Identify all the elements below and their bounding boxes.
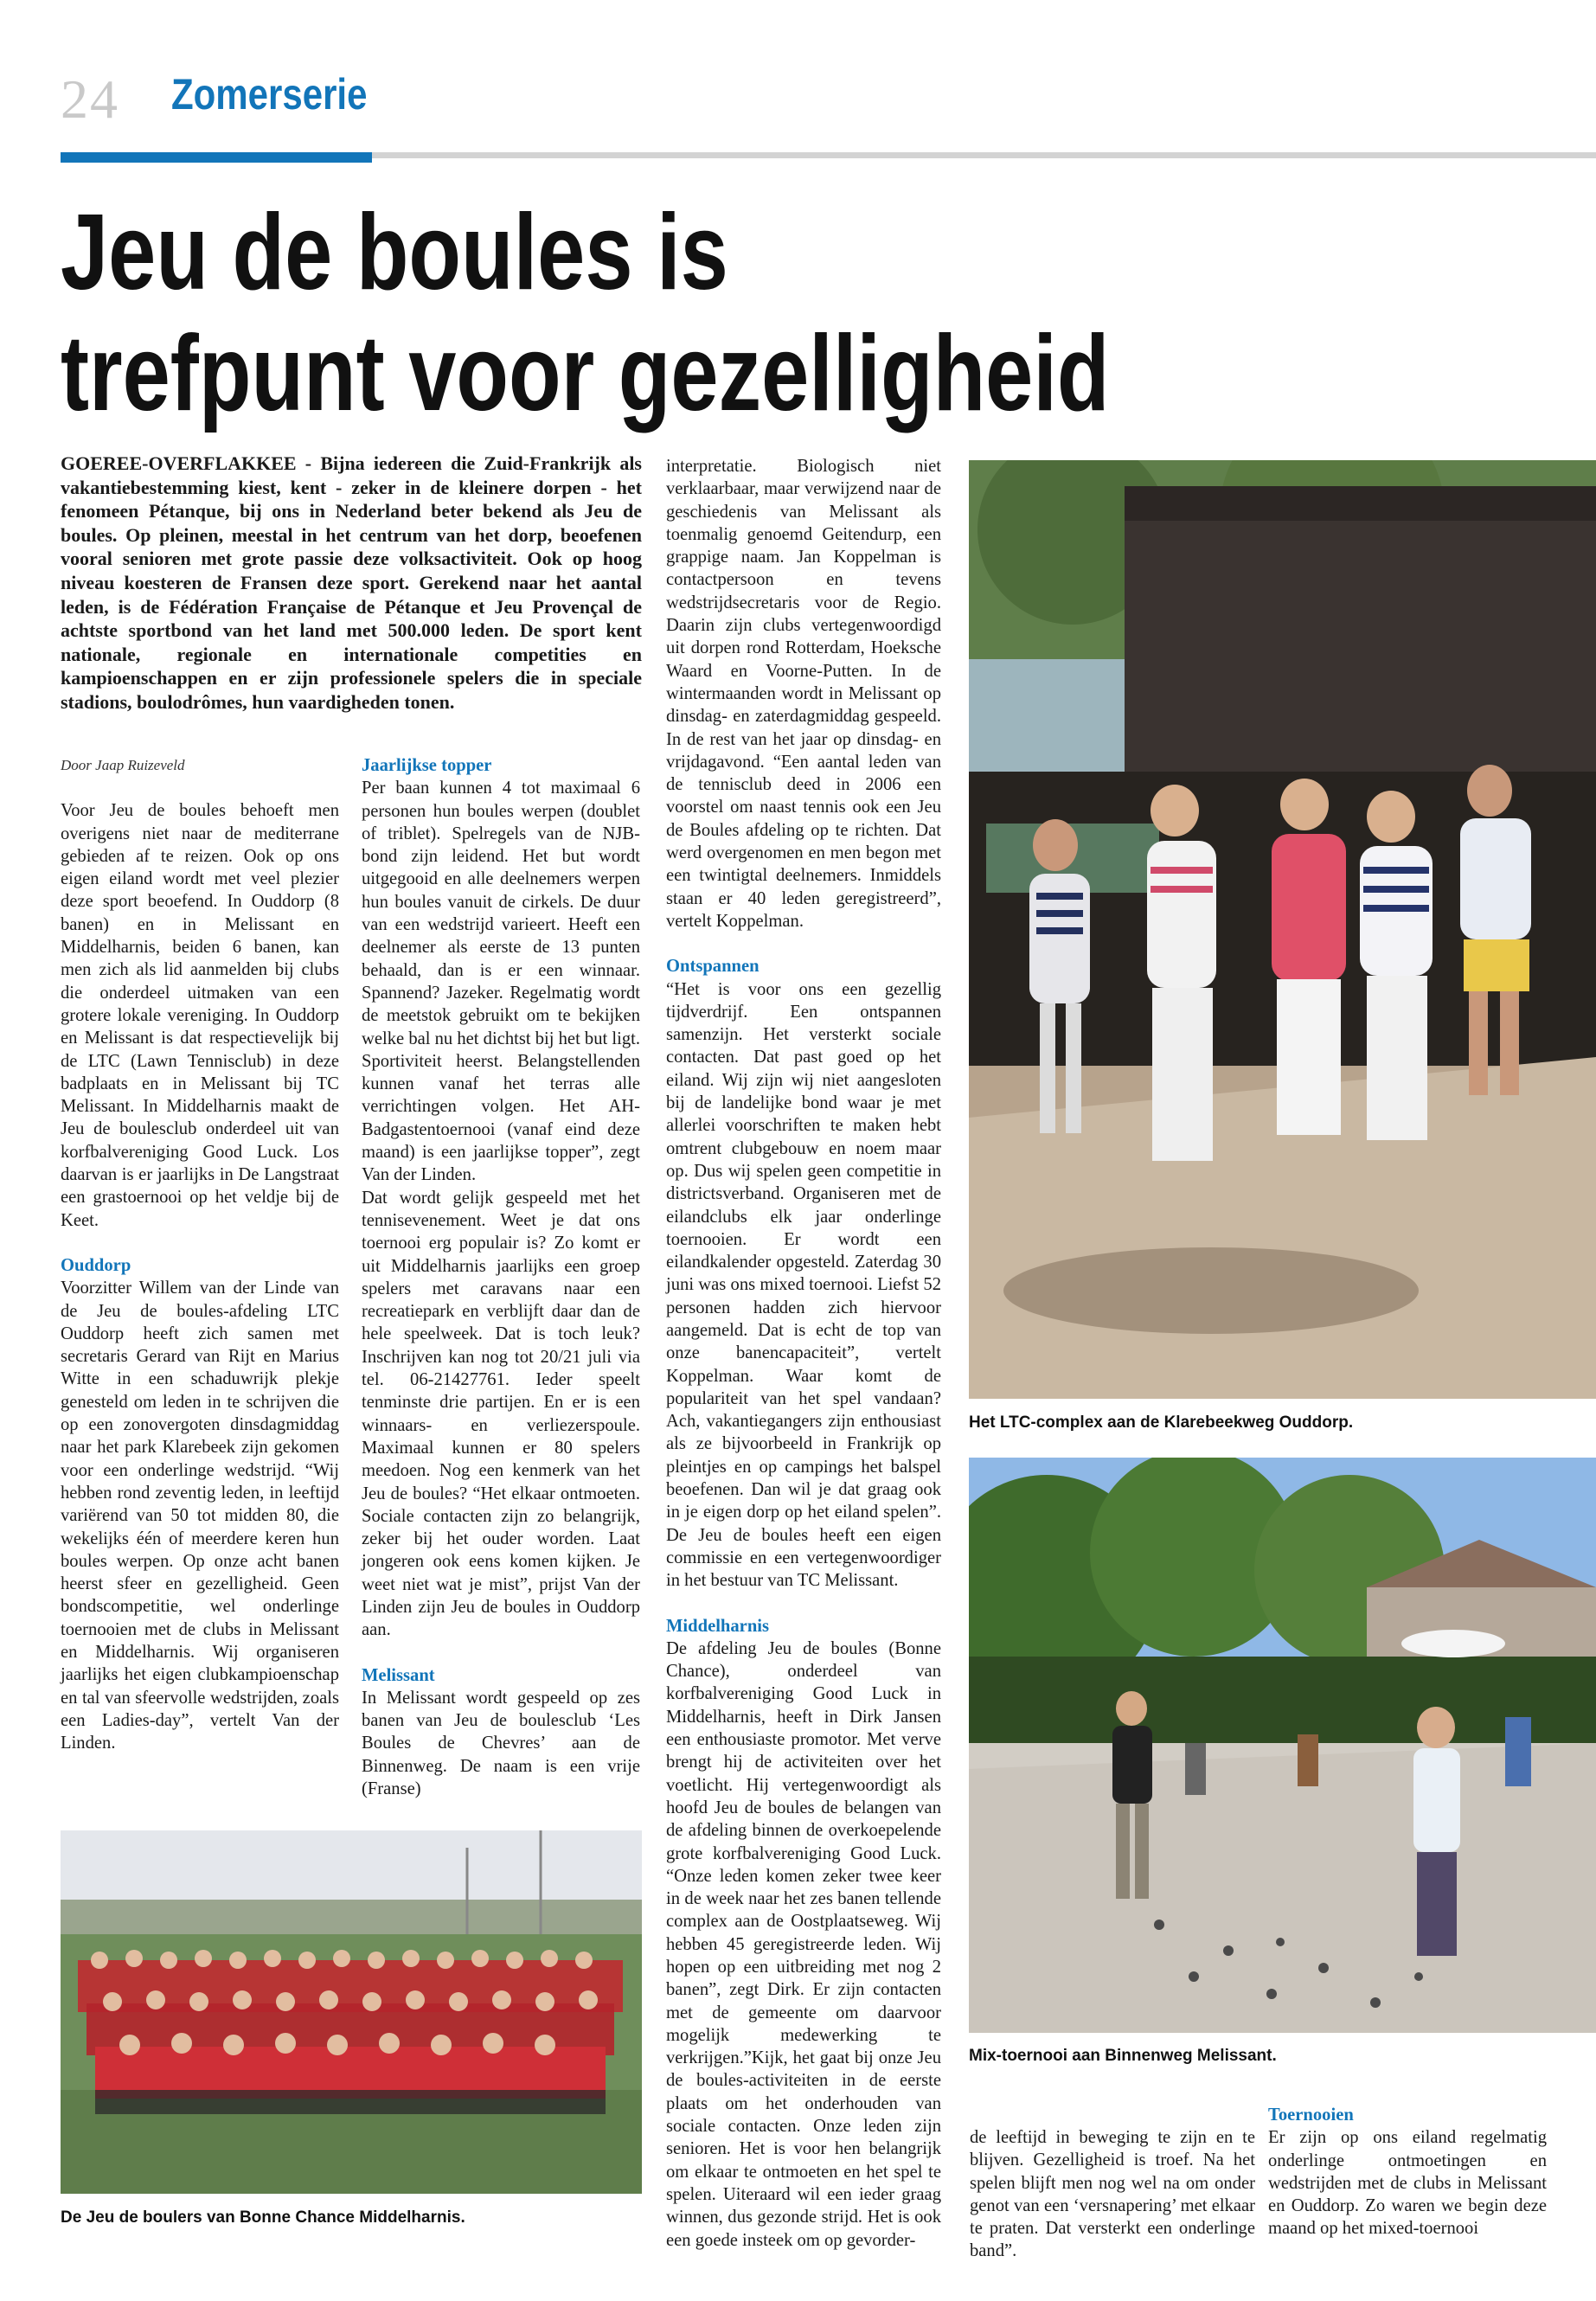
subheading-jaarlijkse-topper: Jaarlijkse topper: [362, 756, 492, 775]
subheading-ontspannen: Ontspannen: [666, 957, 760, 977]
headline-line-1: Jeu de boules is: [61, 193, 728, 312]
article-column-5: [1268, 2104, 1547, 2240]
page-number: 24: [61, 68, 119, 130]
paragraph: Voor Jeu de boules behoeft men overigens niet naar de mediterrane gebieden af te reizen. Ook op ons eigen eiland wordt met veel plezier deze sport beoefend. In Ouddorp (8 banen) en in Melissant en Middelharnis, beiden 6 banen, kan men zich als lid aanmelden bij clubs die onderdeel uitmaken van een grotere lokale vereniging. In Ouddorp en Melissant is dat respectievelijk bij de LTC (Lawn Tennisclub) in deze badplaats en in Melissant bij TC Melissant. In Middelharnis maakt de Jeu de boulesclub onderdeel uit van korfbalvereniging Good Luck. Los daarvan is er jaarlijks in De Langstraat een grastoernooi op het veldje bij de Keet.: [61, 801, 339, 1230]
photo-bonne-chance: [61, 1830, 642, 2194]
paragraph: interpretatie. Biologisch niet verklaarbaar, maar verwijzend naar de geschiedenis van Melissant als toenmalig genoemd Geitendurp, een grappige naam. Jan Koppelman is contactpersoon en tevens wedstrijdsecretaris voor de Regio. Daarin zijn clubs vertegenwoordigd uit dorpen rond Rotterdam, Hoeksche Waard en Voorne-Putten. In de wintermaanden wordt in Melissant op dinsdag- en zaterdagmiddag gespeeld. In de rest van het jaar op dinsdag- en vrijdagavond. “Een aantal leden van de tennisclub deed in 2006 een voorstel om naast tennis ook een Jeu de Boules afdeling op te richten. Dat werd overgenomen en men begon met een twintigtal deelnemers. Inmiddels staan er 40 leden geregistreerd”, vertelt Koppelman.: [666, 457, 941, 931]
byline: Door Jaap Ruizeveld: [61, 757, 185, 773]
subheading-melissant: Melissant: [362, 1665, 435, 1685]
photo-mix-toernooi: [969, 1458, 1596, 2033]
paragraph: de leeftijd in beweging te zijn en te blijven. Gezelligheid is troef. Na het spelen blijft men nog wel na om onder genot van een ‘versnapering’ met elkaar te praten. Dat versterkt een onderlinge band”.: [970, 2128, 1255, 2261]
article-column-4: [970, 2104, 1255, 2263]
caption-mix: Mix-toernooi aan Binnenweg Melissant.: [969, 2047, 1277, 2065]
photo-ltc-illustration: [969, 460, 1596, 1399]
article-column-3: [666, 455, 941, 2252]
photo-ltc-complex: [969, 460, 1596, 1399]
paragraph: In Melissant wordt gespeeld op zes banen van Jeu de boulesclub ‘Les Boules de Chevres’ aan de Binnenweg. De naam is een vrije (Franse): [362, 1688, 640, 1799]
subheading-toernooien: Toernooien: [1268, 2106, 1354, 2125]
caption-bonne: De Jeu de boulers van Bonne Chance Middelharnis.: [61, 2208, 465, 2227]
header-accent-rule: [61, 152, 372, 163]
article-headline: [61, 192, 1237, 434]
caption-ltc: Het LTC-complex aan de Klarebeekweg Ouddorp.: [969, 1413, 1354, 1432]
paragraph: De afdeling Jeu de boules (Bonne Chance), onderdeel van korfbalvereniging Good Luck in Middelharnis, heeft in Dirk Jansen een enthousiaste promotor. Met verve brengt hij de activiteiten over het voetlicht. Hij vertegenwoordigt als hoofd Jeu de boules de belangen van de afdeling binnen de overkoepelende grote korfbalvereniging Good Luck. “Onze leden komen zeker twee keer in de week naar het zes banen tellende complex aan de Oostplaatseweg. Wij hebben 45 geregistreerde leden. Wij hopen op een uitbreiding met nog 2 banen”, zegt Dirk. Er zijn contacten met de gemeente om daarvoor mogelijk medewerking te verkrijgen.”Kijk, het gaat bij onze Jeu de boules-activiteiten in de eerste plaats om het onderhouden van sociale contacten. Onze leden zijn senioren. Het is voor hen belangrijk om elkaar te ontmoeten en het spel te spelen. Uiteraard wil een ieder graag winnen, dus gezonde strijd. Het is ook een goede insteek om op gevorder-: [666, 1638, 941, 2250]
subheading-middelharnis: Middelharnis: [666, 1616, 770, 1636]
headline-line-2: trefpunt voor gezelligheid: [61, 314, 1110, 433]
paragraph: Voorzitter Willem van der Linde van de Jeu de boules-afdeling LTC Ouddorp heeft zich samen met secretaris Gerard van Rijt en Marius Witte in een schaduwrijk plekje genesteld om leden in te schrijven die op een zonovergoten dinsdagmiddag naar het park Klarebeek zijn gekomen voor een onderlinge wedstrijd. “Wij hebben rond zeventig leden, in leeftijd variërend van 50 tot midden 80, die wekelijks één of meerdere keren hun boules werpen. Op onze acht banen heerst sfeer en gezelligheid. Geen bondscompetitie, wel onderlinge toernooien met de clubs in Melissant en Middelharnis. Wij organiseren jaarlijks het eigen clubkampioenschap en tal van sfeervolle wedstrijden, zoals een Ladies-day”, vertelt Van der Linden.: [61, 1279, 339, 1753]
subheading-ouddorp: Ouddorp: [61, 1255, 131, 1275]
photo-bonne-illustration: [61, 1830, 642, 2194]
article-column-2: [362, 754, 640, 1800]
section-label: Zomerserie: [171, 70, 368, 119]
article-column-1: [61, 754, 339, 1754]
article-intro: GOEREE-OVERFLAKKEE - Bijna iedereen die Zuid-Frankrijk als vakantiebestemming kiest, kent - zeker in de kleinere dorpen - het fenomeen Pétanque, bij ons in Nederland beter bekend als Jeu de boules. Op pleinen, meestal in het centrum van het dorp, beoefenen vooral senioren met grote passie deze volksactiviteit. Ook op hoog niveau koesteren de Fransen deze sport. Gerekend naar het aantal leden, is de Fédération Française de Pétanque et Jeu Provençal de achtste sportbond van het land met 500.000 leden. De sport kent nationale, regionale en internationale competities en kampioenschappen en er zijn professionele spelers die in speciale stadions, boulodrômes, hun vaardigheden tonen.: [61, 452, 642, 713]
paragraph: Dat wordt gelijk gespeeld met het tennisevenement. Weet je dat ons toernooi erg populair is? Zo komt er uit Middelharnis jaarlijks een groep spelers met caravans naar een recreatiepark en verblijft daar dan de hele speelweek. Dat is toch leuk? Inschrijven kan nog tot 20/21 juli via tel. 06-21427761. Ieder speelt tenminste drie partijen. En er is een winnaars- en verliezerspoule. Maximaal kunnen er 80 spelers meedoen. Nog een kenmerk van het Jeu de boules? “Het elkaar ontmoeten. Sociale contacten zijn zo belangrijk, zeker bij het ouder worden. Laat jongeren ook eens komen kijken. Je weet niet wat je mist”, prijst Van der Linden zijn Jeu de boules in Ouddorp aan.: [362, 1188, 640, 1640]
paragraph: Er zijn op ons eiland regelmatig onderlinge ontmoetingen en wedstrijden met de clubs in Melissant en Ouddorp. Zo waren we begin deze maand op het mixed-toernooi: [1268, 2128, 1547, 2239]
photo-mix-illustration: [969, 1458, 1596, 2033]
paragraph: Per baan kunnen 4 tot maximaal 6 personen hun boules werpen (doublet of triblet). Spelregels van de NJB-bond zijn leidend. Het but wordt uitgegooid en alle deelnemers werpen hun boules vanuit de cirkels. De duur van een wedstrijd varieert. Heeft een deelnemer als eerste de 13 punten behaald, dan is er een winnaar. Spannend? Jazeker. Regelmatig wordt de meetstok gebruikt om te bekijken welke bal nu het dichtst bij het but ligt. Sportiviteit heerst. Belangstellenden kunnen vanaf het terras alle verrichtingen volgen. Het AH-Badgastentoernooi (vanaf eind deze maand) is een jaarlijkse topper”, zegt Van der Linden.: [362, 779, 641, 1185]
paragraph: “Het is voor ons een gezellig tijdverdrijf. Een ontspannen samenzijn. Het versterkt sociale contacten. Dat past goed op het eiland. Wij zijn wij niet aangesloten bij de landelijke bond waar je met allerlei voorschriften te maken hebt omtrent clubgebouw en noem maar op. Dus wij spelen geen competitie in districtsverband. Organiseren met de eilandclubs elk jaar onderlinge toernooien. Er wordt een eilandkalender opgesteld. Zaterdag 30 juni was ons mixed toernooi. Liefst 52 personen hadden zich hiervoor aangemeld. Dat is echt de top van onze banencapaciteit”, vertelt Koppelman. Waar komt de populariteit van het spel vandaan? Ach, vakantiegangers zijn enthousiast als ze bijvoorbeeld in Frankrijk op pleintjes en op campings het balspel beoefenen. Dan wil je dat graag ook in je eigen dorp op het eiland spelen”. De Jeu de boules heeft een eigen commissie en een vertegenwoordiger in het bestuur van TC Melissant.: [666, 979, 941, 1591]
